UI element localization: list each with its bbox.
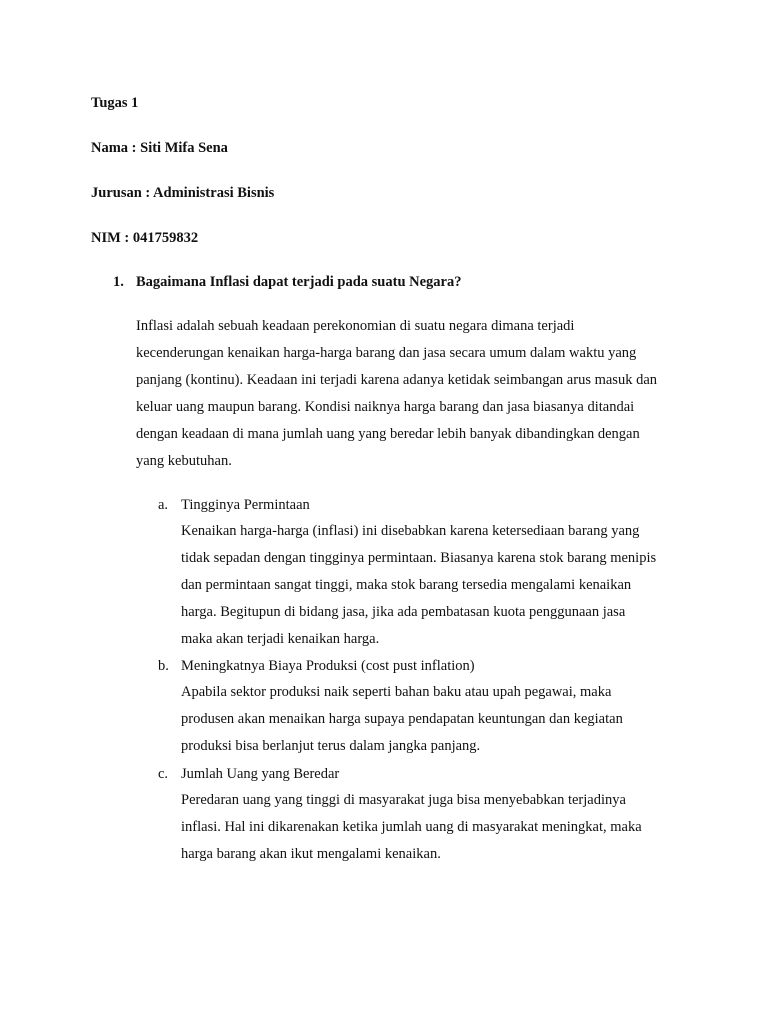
item-b-line: produksi bisa berlanjut terus dalam jangka panjang.: [181, 738, 481, 754]
item-b-body: [181, 679, 623, 760]
item-b-line: Apabila sektor produksi naik seperti bahan baku atau upah pegawai, maka: [181, 684, 612, 700]
item-a-line: dan permintaan sangat tinggi, maka stok barang tersedia mengalami kenaikan: [181, 577, 632, 593]
question-text: Bagaimana Inflasi dapat terjadi pada suatu Negara?: [136, 274, 462, 290]
item-c-line: inflasi. Hal ini dikarenakan ketika jumlah uang di masyarakat meningkat, maka: [181, 819, 642, 835]
item-b-title: Meningkatnya Biaya Produksi (cost pust inflation): [181, 658, 475, 674]
student-name: Nama : Siti Mifa Sena: [91, 140, 228, 156]
item-a-line: harga. Begitupun di bidang jasa, jika ada pembatasan kuota penggunaan jasa: [181, 604, 626, 620]
task-title: Tugas 1: [91, 95, 139, 111]
item-c-body: [181, 787, 642, 868]
item-a-line: Kenaikan harga-harga (inflasi) ini disebabkan karena ketersediaan barang yang: [181, 523, 640, 539]
item-c-title: Jumlah Uang yang Beredar: [181, 766, 340, 782]
item-b-line: produsen akan menaikan harga supaya pendapatan keuntungan dan kegiatan: [181, 711, 623, 727]
intro-line: keluar uang maupun barang. Kondisi naiknya harga barang dan jasa biasanya ditandai: [136, 399, 635, 415]
intro-line: kecenderungan kenaikan harga-harga barang dan jasa secara umum dalam waktu yang: [136, 345, 637, 361]
item-a-body: [181, 518, 656, 653]
student-nim: NIM : 041759832: [91, 230, 199, 246]
intro-line: Inflasi adalah sebuah keadaan perekonomian di suatu negara dimana terjadi: [136, 318, 575, 334]
item-c-line: Peredaran uang yang tinggi di masyarakat juga bisa menyebabkan terjadinya: [181, 792, 626, 808]
intro-line: yang kebutuhan.: [136, 453, 232, 469]
item-a-title: Tingginya Permintaan: [181, 497, 310, 513]
intro-paragraph: [136, 313, 696, 475]
student-major: Jurusan : Administrasi Bisnis: [91, 185, 275, 201]
item-a-line: tidak sepadan dengan tingginya permintaan. Biasanya karena stok barang menipis: [181, 550, 657, 566]
question-number: 1.: [113, 274, 124, 290]
item-c-letter: c.: [158, 766, 169, 782]
item-b-letter: b.: [158, 658, 169, 674]
intro-line: panjang (kontinu). Keadaan ini terjadi karena adanya ketidak seimbangan arus masuk dan: [136, 372, 658, 388]
item-c-line: harga barang akan ikut mengalami kenaikan.: [181, 846, 441, 862]
item-a-line: maka akan terjadi kenaikan harga.: [181, 631, 380, 647]
item-a-letter: a.: [158, 497, 169, 513]
intro-line: dengan keadaan di mana jumlah uang yang beredar lebih banyak dibandingkan dengan: [136, 426, 640, 442]
